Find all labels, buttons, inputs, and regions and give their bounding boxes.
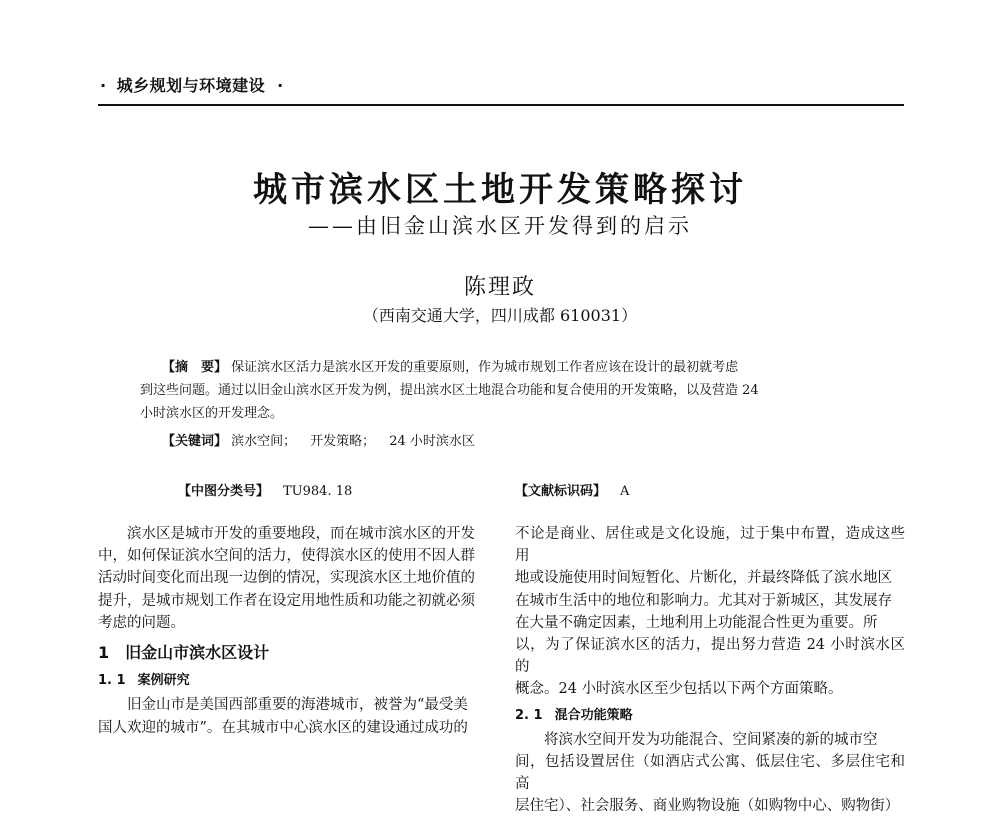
body-line: 将滨水空间开发为功能混合、空间紧凑的新的城市空 <box>544 731 878 748</box>
body-line: 滨水区是城市开发的重要地段，而在城市滨水区的开发 <box>127 526 475 542</box>
abstract-line-2: 到这些问题。通过以旧金山滨水区开发为例，提出滨水区土地混合功能和复合使用的开发策略，以及营造 24 <box>140 383 759 398</box>
keyword-item: 24 小时滨水区 <box>389 434 475 449</box>
section-heading-1: 1 旧金山市滨水区设计 <box>98 643 270 663</box>
body-line: 以，为了保证滨水区的活力，提出努力营造 24 小时滨水区的 <box>515 637 905 676</box>
body-line: 中，如何保证滨水空间的活力，使得滨水区的使用不因人群 <box>98 548 475 565</box>
clc-value: TU984. 18 <box>283 484 353 499</box>
body-line: 考虑的问题。 <box>98 614 185 631</box>
body-line: 概念。24 小时滨水区至少包括以下两个方面策略。 <box>515 681 843 698</box>
body-line: 在城市生活中的地位和影响力。尤其对于新城区，其发展存 <box>515 592 892 609</box>
header-rule <box>98 104 904 106</box>
keyword-item: 开发策略； <box>310 434 376 449</box>
paper-subtitle: ——由旧金山滨水区开发得到的启示 <box>308 214 692 238</box>
body-column-right <box>515 523 905 818</box>
subsection-heading-1-1: 1. 1 案例研究 <box>98 673 190 689</box>
body-line: 旧金山市是美国西部重要的海港城市，被誉为“最受美 <box>127 697 468 714</box>
body-column-left <box>98 523 488 739</box>
abstract-block <box>140 356 868 425</box>
body-line: 在大量不确定因素，土地利用上功能混合性更为重要。所 <box>515 614 878 631</box>
body-line: 不论是商业、居住或是文化设施，过于集中布置，造成这些用 <box>515 526 905 565</box>
running-header <box>100 73 284 96</box>
author-affiliation: （西南交通大学，四川成都 610031） <box>362 306 638 325</box>
doc-code-value: A <box>620 484 630 499</box>
subsection-heading-2-1: 2. 1 混合功能策略 <box>515 707 633 723</box>
doc-code-label: 【文献标识码】 <box>515 484 607 499</box>
clc-number <box>178 480 352 499</box>
document-code <box>515 480 629 499</box>
header-dot: · <box>277 76 284 95</box>
body-line: 地或设施使用时间短暂化、片断化，并最终降低了滨水地区 <box>515 570 892 587</box>
keywords-label: 【关键词】 <box>162 434 228 449</box>
journal-section: 城乡规划与环境建设 <box>116 76 266 95</box>
body-line: 活动时间变化而出现一边倒的情况，实现滨水区土地价值的 <box>98 570 475 587</box>
body-line: 国人欢迎的城市”。在其城市中心滨水区的建设通过成功的 <box>98 719 468 736</box>
body-line: 提升，是城市规划工作者在设定用地性质和功能之初就必须 <box>98 592 475 609</box>
body-line: 层住宅）、社会服务、商业购物设施（如购物中心、购物街） <box>515 798 900 815</box>
author-name: 陈理政 <box>463 275 536 300</box>
abstract-line-1: 【摘 要】 保证滨水区活力是滨水区开发的重要原则，作为城市规划工作者应该在设计的最初就考虑 <box>162 360 739 375</box>
header-mark: · <box>100 76 107 95</box>
abstract-line-3: 小时滨水区的开发理念。 <box>140 406 284 421</box>
clc-label: 【中图分类号】 <box>178 484 270 499</box>
abstract-label: 【摘 要】 <box>162 360 228 375</box>
keyword-item: 滨水空间； <box>231 434 297 449</box>
body-line: 间，包括设置居住（如酒店式公寓、低层住宅、多层住宅和高 <box>515 754 905 793</box>
keywords-block <box>162 430 489 449</box>
paper-title: 城市滨水区土地开发策略探讨 <box>253 170 747 210</box>
